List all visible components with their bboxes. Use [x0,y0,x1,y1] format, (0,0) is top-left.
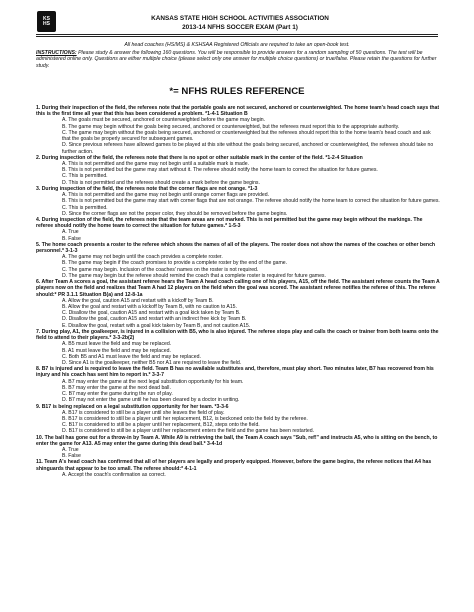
answer-option: C. Both B5 and A1 must leave the field and may be replaced. [62,353,201,360]
answer-option: A. B17 is considered to still be a player until she leaves the field of play. [62,409,225,416]
answer-option: B. Allow the goal and restart with a kickoff by Team B, with no caution to A15. [62,304,237,310]
question-block [36,366,440,403]
question-block [36,279,440,329]
answer-option: D. Disallow the goal, caution A15 and restart with an indirect free kick by Team B. [62,316,247,323]
header-divider-secondary [36,36,438,37]
answer-option: A. The game may not begin until the coach provides a complete roster. [62,254,223,261]
answer-option: A. True [62,229,79,236]
answer-option: A. This is not permitted and the game may not begin until orange corner flags are provided. [62,192,270,199]
answer-option: C. The game may begin without the goals being secured, anchored or counterweighted but the referees should report this to the home team's head coach and ask that the goals be properly secured for subsequent games. [62,129,431,143]
answer-option: C. Disallow the goal, caution A15 and restart with a goal kick taken by Team B. [62,310,241,317]
question-text: 10. The ball has gone out for a throw-in by Team A. While A9 is retrieving the ball, the Team A coach says "Sub, ref!" and instructs A5, who is sitting on the bench, to enter the game for A13. A5 may enter the game during this dead ball.* 3-4-1d [36,434,438,447]
answer-option: D. This is not permitted and the referees should create a mark before the game begins. [62,179,260,186]
question-text: 7. During play, A1, the goalkeeper, is injured in a collision with B5, who is also injured. The referee stops play and calls the coach or trainer from both teams onto the field to attend to their players.* 3-3-2b(2) [36,328,439,342]
requirement-note: All head coaches (HS/MS) & KSHSAA Registered Officials are required to take an open-book test. [124,42,350,48]
question-text: 2. During inspection of the field, the referees note that there is no spot or other suitable mark in the center of the field. *1-2-4 Situation [36,154,363,161]
answer-option: D. B17 is considered to still be a player until her replacement enters the field and the game has been restarted. [62,428,315,435]
answer-option: B. The game may begin if the coach promises to provide a complete roster by the end of the game. [62,260,288,267]
answer-option: A. True [62,447,79,454]
answer-option: D. Since previous referees have allowed games to be played at this site without the goals being secured, anchored or counterweighted, the referees should take no further action. [62,142,434,155]
answer-option: B. B17 is considered to still be a player until her replacement, B12, is beckoned onto the field by the referee. [62,415,308,422]
question-text: 5. The home coach presents a roster to the referee which shows the names of all of the players. The roster does not show the names of the coaches or other bench personnel.* 3-1-3 [36,241,436,255]
exam-title-line1: KANSAS STATE HIGH SCHOOL ACTIVITIES ASSOCIATION [151,15,329,22]
question-block [36,242,440,279]
question-list [36,105,440,478]
answer-option: D. B7 may not enter the game until he has been cleared by a doctor in writing. [62,397,240,404]
answer-option: C. B7 may enter the game during the run of play. [62,391,173,398]
question-block [36,105,440,155]
question-block [36,459,440,478]
question-block [36,404,440,435]
answer-option: B. A1 must leave the field and may be replaced. [62,347,171,354]
answer-option: C. The game may begin. Inclusion of the coaches' names on the roster is not required. [62,266,259,273]
answer-option: A. B7 may enter the game at the next legal substitution opportunity for his team. [62,378,244,385]
answer-option: C. This is permitted. [62,204,108,211]
question-block [36,435,440,460]
question-text: 4. During inspection of the field, the referees note that the team areas are not marked. This is not permitted but the game may begin without the markings. The referee should notify the home team to correct the situation for future games.* 1-5-3 [36,216,423,230]
question-block [36,155,440,186]
instructions-text: Please study & answer the following 160 questions. You will be responsible to provide answers for a random sampling of 50 questions. The test will be administered online only. Questions are either multiple choice (please select only one answer for multiple choice questions) or true/false. Please retain the questions for further study. [36,50,437,69]
question-text: 3. During inspection of the field, the referees note that the corner flags are not orange. *1-3 [36,185,258,192]
question-block [36,329,440,366]
answer-option: A. This is not permitted and the game may not begin until a suitable mark is made. [62,160,250,167]
kshsaa-logo: KS HS [37,11,56,32]
section-heading: *= NFHS RULES REFERENCE [169,86,305,97]
exam-title-line2: 2013-14 NFHS SOCCER EXAM (Part 1) [182,24,298,31]
answer-option: D. Since the corner flags are not the proper color, they should be removed before the game begins. [62,210,288,217]
answer-option: D. Since A1 is the goalkeeper, neither B5 nor A1 are required to leave the field. [62,359,242,366]
question-text: 11. Team A's head coach has confirmed that all of her players are legally and properly equipped. However, before the game begins, the referee notices that A4 has shinguards that appear to be too small. The referee should:* 4-1-1 [36,459,432,472]
question-block [36,186,440,217]
question-text: 9. B17 is being replaced on a legal substitution opportunity for her team. *3-3-6 [36,403,229,410]
answer-option: A. Accept the coach's confirmation as correct. [62,471,166,478]
question-block [36,217,440,242]
answer-option: B. The game may begin without the goals being secured, anchored or counterweighted, but the referees must report this to the appropriate authority. [62,123,400,130]
answer-option: B. False [62,453,81,460]
answer-option: B. This is not permitted but the game may start without it. The referee should notify the home team to correct the situation for future games. [62,167,378,174]
instructions-label: INSTRUCTIONS: [36,50,77,56]
answer-option: C. B17 is considered to still be a player until her replacement, B12, steps onto the field. [62,422,260,429]
instructions [36,50,438,69]
question-text: 1. During their inspection of the field, the referees note that the portable goals are not secured, anchored or counterweighted. The home team's head coach says that this is the first time all year that this has been considered a problem. *1-4-1 Situation B [36,105,440,118]
answer-option: B. This is not permitted but the game may start with corner flags that are not orange. The referee should notify the home team to correct the situation for future games. [62,198,440,205]
answer-option: D. The game may begin but the referee should remind the coach that a complete roster is required for future games. [62,272,326,279]
question-text: 8. B7 is injured and is required to leave the field. Team B has no available substitutes and, therefore, must play short. Two minutes later, B7 has recovered from his injury and his coach has sent him to report in.* 3-3-7 [36,366,434,379]
answer-option: B. False [62,235,81,242]
answer-option: A. B5 must leave the field and may be replaced. [62,341,172,348]
question-text: 6. After Team A scores a goal, the assistant referee hears the Team A head coach calling one of his players, A15, off the field. The assistant referee counts the Team A players now on the field and realizes that Team A had 12 players on the field when the goal was scored. The assistant referee notifies the referee of this. The referee should:* PR 3.1.1 Situation B(a) and 12-8-1a [36,279,440,298]
answer-option: B. B7 may enter the game at the next dead ball. [62,384,171,391]
answer-option: E. Disallow the goal, restart with a goal kick taken by Team B, and not caution A15. [62,322,251,329]
answer-option: C. This is permitted. [62,173,108,180]
answer-option: A. The goals must be secured, anchored or counterweighted before the game may begin. [62,117,266,124]
answer-option: A. Allow the goal, caution A15 and restart with a kickoff by Team B. [62,297,214,304]
